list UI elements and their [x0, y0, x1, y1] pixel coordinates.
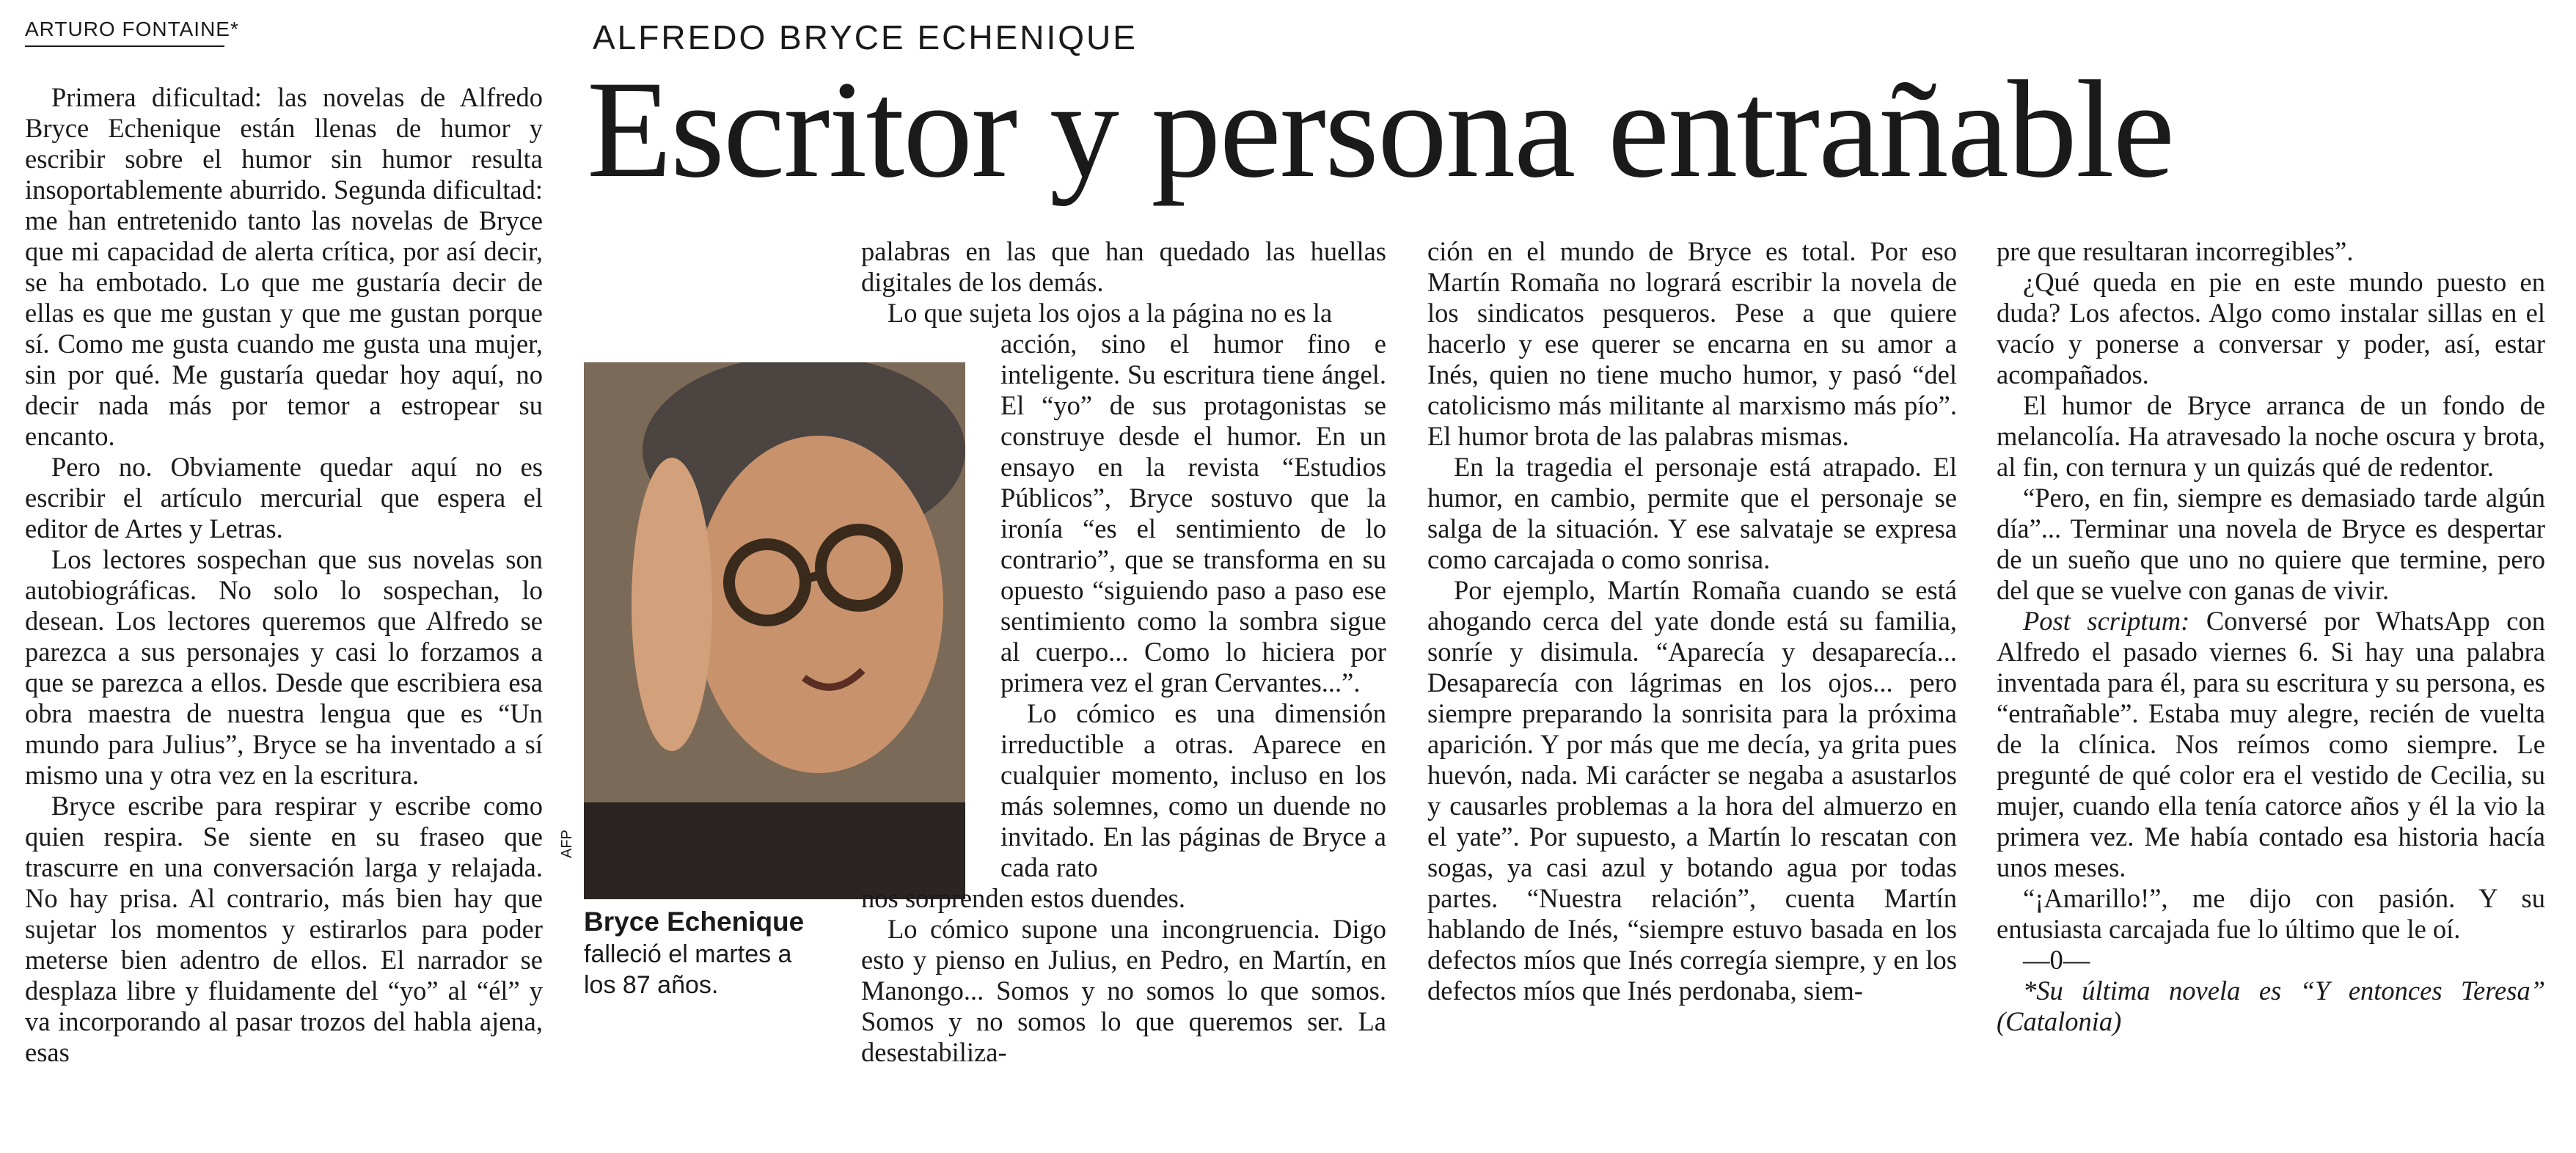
paragraph: Lo cómico supone una incongruencia. Digo esto y pienso en Julius, en Pedro, en Martín, en Manongo... Somos y no somos lo que somos. Somos y no somos lo que queremos ser. La desestabiliza-: [861, 914, 1386, 1067]
paragraph: Lo cómico es una dimensión irreductible a otras. Aparece en cualquier momento, incluso en los más solemnes, como un duende no invitado. En las páginas de Bryce a cada rato: [1000, 698, 1386, 882]
paragraph: nos sorprenden estos duendes.: [861, 883, 1185, 913]
paragraph: “¡Amarillo!”, me dijo con pasión. Y su entusiasta carcajada fue lo último que le oí.: [1997, 883, 2545, 944]
article-column-1: [25, 82, 543, 1068]
photo-credit: AFP: [559, 830, 575, 858]
byline-rule: [25, 45, 224, 47]
article-column-2: [861, 236, 1386, 1068]
photo-caption-text: falleció el martes a los 87 años.: [584, 940, 792, 999]
paragraph: palabras en las que han quedado las huellas digitales de los demás.: [861, 236, 1386, 297]
paragraph: Los lectores sospechan que sus novelas son autobiográficas. No solo lo sospechan, lo desean. Los lectores queremos que Alfredo se parezca a sus personajes y casi lo forzamos a que se parezca a ellos. Desde que escribiera esa obra maestra de nuestra lengua que es “Un mundo para Julius”, Bryce se ha inventado a sí mismo una y otra vez en la escritura.: [25, 544, 543, 790]
postscript-text: Conversé por WhatsApp con Alfredo el pasado viernes 6. Si hay una palabra inventada para él, para su escritura y su persona, es “entrañable”. Estaba muy alegre, recién de vuelta de la clínica. Nos reímos como siempre. Le pregunté de qué color era el vestido de Cecilia, su mujer, cuando ella tenía catorce años y él la vio la primera vez. Me había contado esa historia hacía unos meses.: [1997, 606, 2546, 882]
footnote: *Su última novela es “Y entonces Teresa” (Catalonia): [1997, 976, 2545, 1036]
section-kicker: ALFREDO BRYCE ECHENIQUE: [593, 18, 1138, 56]
paragraph: ción en el mundo de Bryce es total. Por eso Martín Romaña no logrará escribir la novela de los sindicatos pesqueros. Pese a que quiere hacerlo y ese querer se encarna en su amor a Inés, quien no tiene mucho humor, y pasó “del catolicismo más militante al marxismo más pío”. El humor brota de las palabras mismas.: [1427, 236, 1957, 451]
paragraph: Pero no. Obviamente quedar aquí no es escribir el artículo mercurial que espera el editor de Artes y Letras.: [25, 452, 543, 543]
paragraph: En la tragedia el personaje está atrapado. El humor, en cambio, permite que el personaje se salga de la situación. Y ese salvataje se expresa como carcajada o como sonrisa.: [1427, 452, 1957, 574]
postscript-label: Post scriptum:: [2023, 606, 2190, 636]
paragraph: [1997, 606, 2545, 883]
author-byline: ARTURO FONTAINE*: [25, 18, 239, 40]
paragraph: ¿Qué queda en pie en este mundo puesto en duda? Los afectos. Algo como instalar sillas en el vacío y ponerse a conversar y poder, así, estar acompañados.: [1997, 267, 2545, 389]
paragraph: acción, sino el humor fino e inteligente. Su escritura tiene ángel. El “yo” de sus protagonistas se construye desde el humor. En un ensayo en la revista “Estudios Públicos”, Bryce sostuvo que la ironía “es el sentimiento de lo contrario”, que se transforma en su opuesto “siguiendo paso a paso ese sentimiento como la sombra sigue al cuerpo... Como lo hiciera por primera vez el gran Cervantes...”.: [1000, 329, 1386, 698]
paragraph: “Pero, en fin, siempre es demasiado tarde algún día”... Terminar una novela de Bryce es despertar de un sueño que uno no quiere que termine, pero del que se vuelve con ganas de vivir.: [1997, 483, 2545, 605]
paragraph: Por ejemplo, Martín Romaña cuando se está ahogando cerca del yate donde está su familia, sonríe y disimula. “Aparecía y desaparecía... Desaparecía con lágrimas en los ojos... pero siempre preparando la sonrisita para la próxima aparición. Y por más que me decía, ya grita pues huevón, nada. Mi carácter se negaba a asustarlos y causarles problemas a la hora del almuerzo en el yate”. Por supuesto, a Martín lo rescatan con sogas, ya casi azul y botando agua por todas partes. “Nuestra relación”, cuenta Martín hablando de Inés, “siempre estuvo basada en los defectos míos que Inés corregía siempre, y en los defectos míos que Inés perdonaba, siem-: [1427, 575, 1957, 1006]
paragraph: Bryce escribe para respirar y escribe como quien respira. Se siente en su fraseo que trascurre en una conversación larga y relajada. No hay prisa. Al contrario, más bien hay que sujetar los momentos y estirarlos para poder meterse bien adentro de ellos. El narrador se desplaza libre y fluidamente del “yo” al “él” y va incorporando al pasar trozos del habla ajena, esas: [25, 791, 543, 1067]
photo-caption-name: Bryce Echenique: [584, 907, 805, 937]
paragraph: Lo que sujeta los ojos a la página no es la: [888, 298, 1333, 328]
paragraph: Primera dificultad: las novelas de Alfredo Bryce Echenique están llenas de humor y escribir sobre el humor sin humor resulta insoportablemente aburrido. Segunda dificultad: me han entretenido tanto las novelas de Bryce que mi capacidad de alerta crítica, por así decir, se ha embotado. Lo que me gustaría decir de ellas es que me gustan y que me gustan porque sí. Como me gusta cuando me gusta una mujer, sin por qué. Me gustaría quedar hoy aquí, no decir nada más por temor a estropear su encanto.: [25, 82, 543, 451]
end-mark: —0—: [2023, 945, 2090, 975]
paragraph: pre que resultaran incorregibles”.: [1997, 236, 2354, 266]
headline: Escritor y persona entrañable: [587, 53, 2173, 207]
article-column-4: [1997, 236, 2545, 1037]
paragraph: El humor de Bryce arranca de un fondo de melancolía. Ha atravesado la noche oscura y brota, al fin, con ternura y un quizás qué de redentor.: [1997, 390, 2545, 482]
article-column-3: [1427, 236, 1957, 1006]
